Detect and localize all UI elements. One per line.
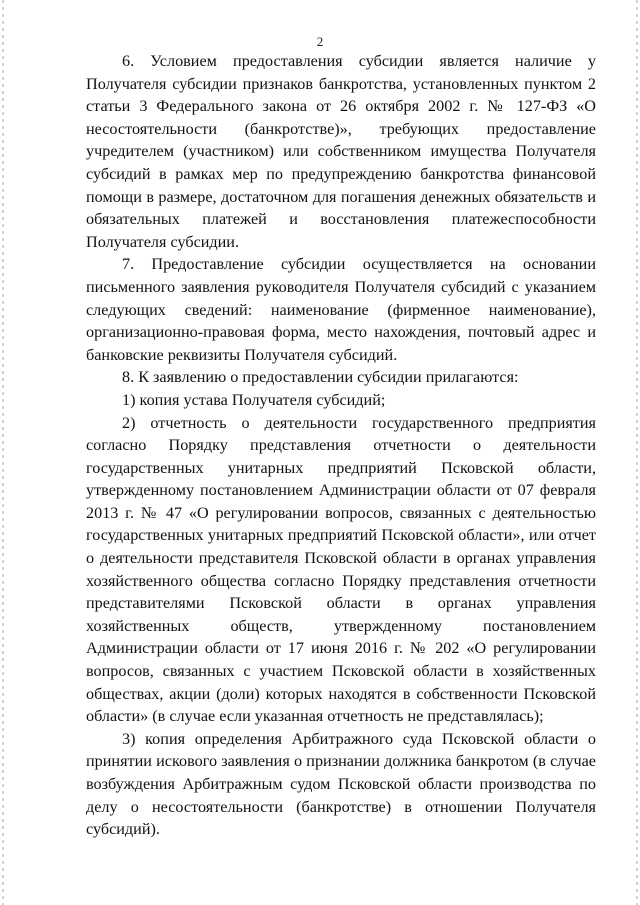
scan-edge-right xyxy=(636,0,638,905)
paragraph-8-attachments-heading: 8. К заявлению о предоставлении субсидии прилагаются: xyxy=(122,368,519,387)
scan-edge-left xyxy=(2,0,4,905)
attachment-item-1-charter-copy: 1) копия устава Получателя субсидий; xyxy=(122,390,386,409)
document-body xyxy=(86,50,596,841)
attachment-item-2-activity-report: 2) отчетность о деятельности государственного предприятия согласно Порядку представления отчетности о деятельности государственных унитарных предприятий Псковской области, утвержденному постановлением Администрации области от 07 февраля 2013 г. № 47 «О регулировании вопросов, связанных с деятельностью государственных унитарных предприятий Псковской области», или отчет о деятельности представителя Псковской области в органах управления хозяйственного общества согласно Порядку представления отчетности представителями Псковской области в органах управления хозяйственных обществ, утвержденному постановлением Администрации области от 17 июня 2016 г. № 202 «О регулировании вопросов, связанных с участием Псковской области в хозяйственных обществах, акции (доли) которых находятся в собственности Псковской области» (в случае если указанная отчетность не представлялась); xyxy=(86,413,596,726)
attachment-item-3-court-ruling-copy: 3) копия определения Арбитражного суда Псковской области о принятии искового заявления о признании должника банкротом (в случае возбуждения Арбитражным судом Псковской области производства по делу о несостоятельности (банкротстве) в отношении Получателя субсидий). xyxy=(86,729,596,839)
page-number: 2 xyxy=(316,34,324,49)
paragraph-7-application-details: 7. Предоставление субсидии осуществляется на основании письменного заявления руководителя Получателя субсидий с указанием следующих сведений: наименование (фирменное наименование), организационно-правовая форма, место нахождения, почтовый адрес и банковские реквизиты Получателя субсидий. xyxy=(86,255,596,364)
paragraph-6-subsidy-condition: 6. Условием предоставления субсидии является наличие у Получателя субсидии признаков банкротства, установленных пунктом 2 статьи 3 Федерального закона от 26 октября 2002 г. № 127-ФЗ «О несостоятельности (банкротстве)», требующих предоставление учредителем (участником) или собственником имущества Получателя субсидий в рамках мер по предупреждению банкротства финансовой помощи в размере, достаточном для погашения денежных обязательств и обязательных платежей и восстановления платежеспособности Получателя субсидии. xyxy=(86,52,596,251)
